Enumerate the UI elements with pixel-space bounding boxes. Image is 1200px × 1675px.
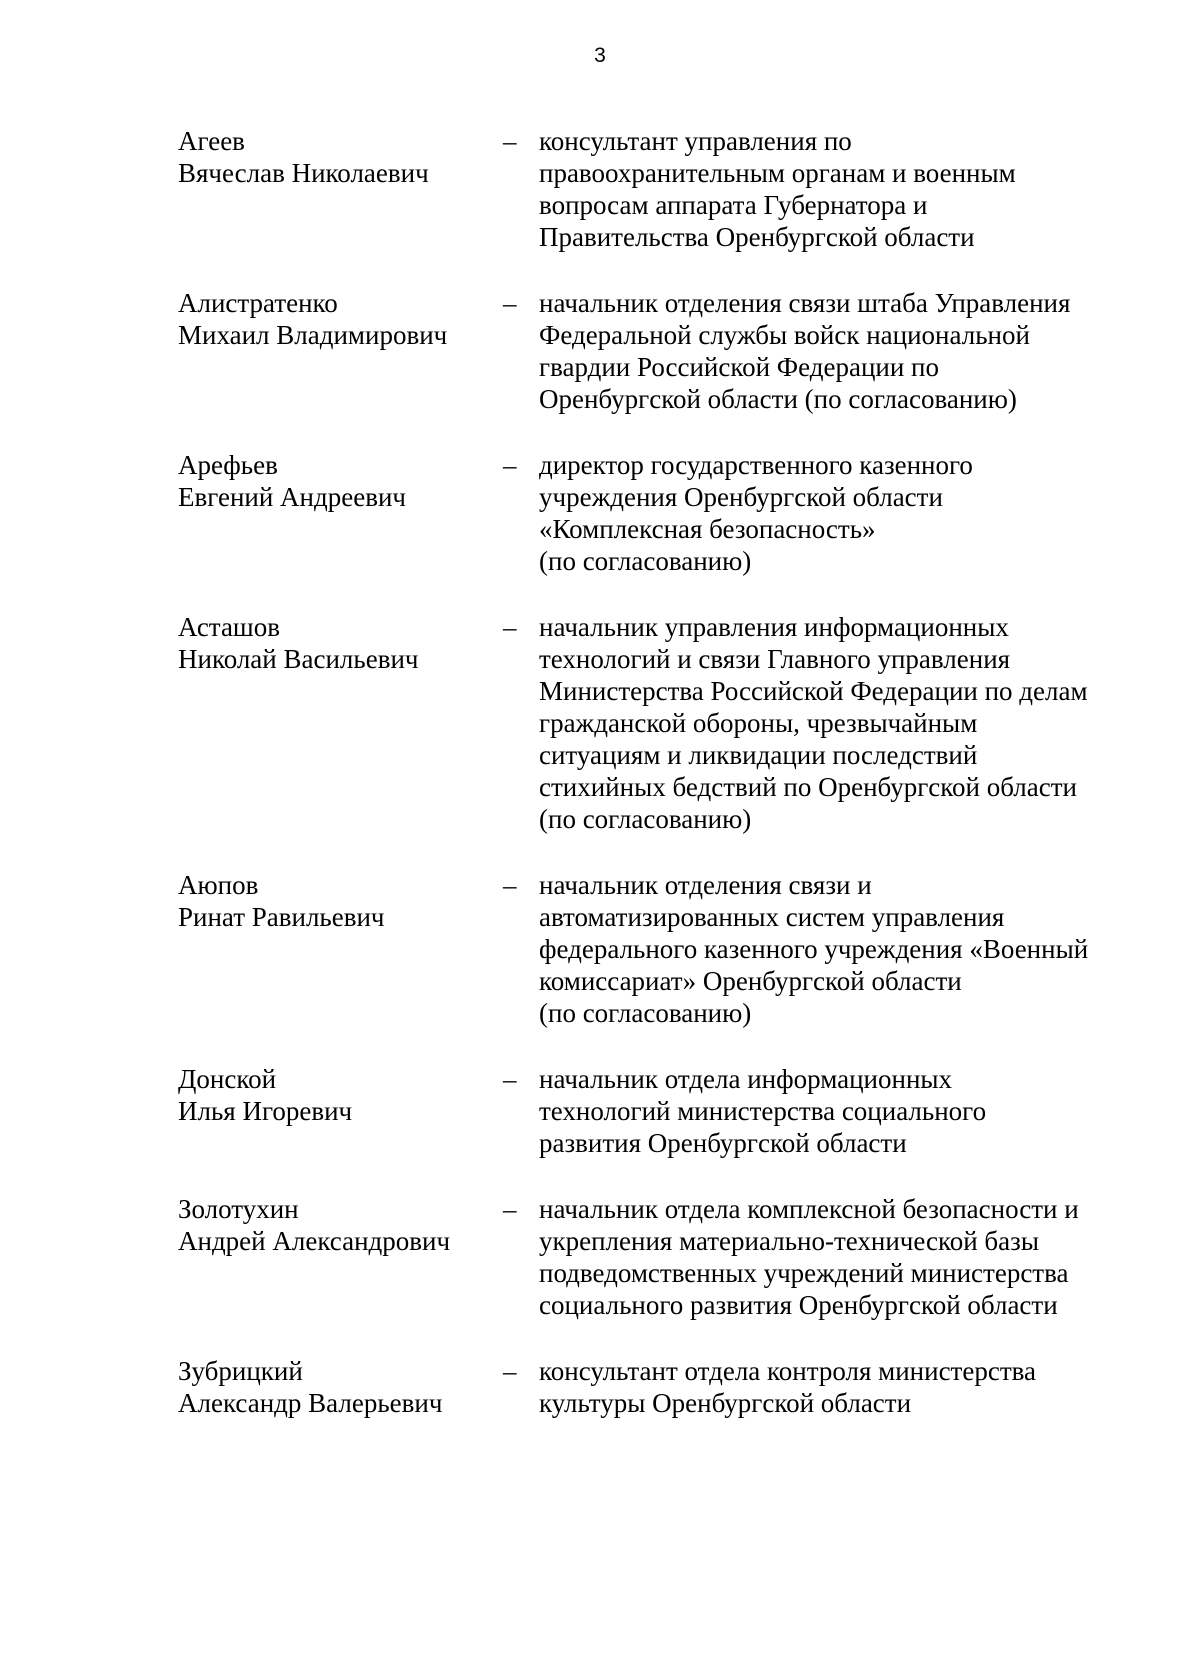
position-line: (по согласованию) [539, 998, 752, 1028]
member-position [539, 1193, 1114, 1321]
position-line: культуры Оренбургской области [539, 1388, 912, 1418]
list-item [178, 287, 1138, 415]
member-name [178, 1063, 503, 1127]
member-position [539, 869, 1114, 1029]
position-line: начальник отделения связи и [539, 870, 872, 900]
list-item [178, 869, 1138, 1029]
member-surname: Золотухин [178, 1194, 299, 1224]
member-surname: Асташов [178, 612, 280, 642]
member-name [178, 449, 503, 513]
dash-separator: – [503, 612, 517, 642]
page-number: 3 [594, 44, 606, 67]
position-line: директор государственного казенного [539, 450, 973, 480]
dash-separator: – [503, 870, 517, 900]
member-name [178, 125, 503, 189]
position-line: (по согласованию) [539, 804, 752, 834]
member-surname: Донской [178, 1064, 277, 1094]
member-name [178, 1193, 503, 1257]
position-line: начальник отдела комплексной безопасности и [539, 1194, 1079, 1224]
list-item [178, 611, 1138, 835]
position-line: консультант отдела контроля министерства [539, 1356, 1036, 1386]
member-name [178, 869, 503, 933]
position-line: ситуациям и ликвидации последствий [539, 740, 978, 770]
position-line: гражданской обороны, чрезвычайным [539, 708, 978, 738]
position-line: развития Оренбургской области [539, 1128, 907, 1158]
position-line: автоматизированных систем управления [539, 902, 1005, 932]
member-given-names: Ринат Равильевич [178, 902, 385, 932]
dash-separator: – [503, 1194, 517, 1224]
member-surname: Алистратенко [178, 288, 338, 318]
position-line: вопросам аппарата Губернатора и [539, 190, 928, 220]
list-item [178, 1193, 1138, 1321]
position-line: Правительства Оренбургской области [539, 222, 975, 252]
list-item [178, 1355, 1138, 1419]
position-line: технологий министерства социального [539, 1096, 987, 1126]
position-line: комиссариат» Оренбургской области [539, 966, 962, 996]
dash-separator: – [503, 450, 517, 480]
member-surname: Арефьев [178, 450, 278, 480]
member-position [539, 1355, 1114, 1419]
member-given-names: Николай Васильевич [178, 644, 419, 674]
position-line: федерального казенного учреждения «Военный [539, 934, 1089, 964]
list-item [178, 449, 1138, 577]
position-line: укрепления материально-технической базы [539, 1226, 1039, 1256]
member-surname: Аюпов [178, 870, 259, 900]
dash-separator: – [503, 288, 517, 318]
position-line: «Комплексная безопасность» [539, 514, 876, 544]
position-line: начальник отделения связи штаба Управления [539, 288, 1071, 318]
member-name [178, 611, 503, 675]
position-line: Оренбургской области (по согласованию) [539, 384, 1017, 414]
position-line: стихийных бедствий по Оренбургской области [539, 772, 1077, 802]
member-position [539, 287, 1114, 415]
member-position [539, 449, 1114, 577]
position-line: Федеральной службы войск национальной [539, 320, 1030, 350]
member-list [178, 125, 1138, 1419]
list-item [178, 125, 1138, 253]
position-line: учреждения Оренбургской области [539, 482, 943, 512]
dash-separator: – [503, 126, 517, 156]
member-surname: Зубрицкий [178, 1356, 303, 1386]
position-line: начальник управления информационных [539, 612, 1009, 642]
member-given-names: Вячеслав Николаевич [178, 158, 429, 188]
member-name [178, 287, 503, 351]
dash-separator: – [503, 1356, 517, 1386]
position-line: Министерства Российской Федерации по делам [539, 676, 1088, 706]
position-line: правоохранительным органам и военным [539, 158, 1016, 188]
position-line: технологий и связи Главного управления [539, 644, 1011, 674]
position-line: консультант управления по [539, 126, 852, 156]
list-item [178, 1063, 1138, 1159]
position-line: гвардии Российской Федерации по [539, 352, 940, 382]
member-given-names: Александр Валерьевич [178, 1388, 443, 1418]
member-given-names: Михаил Владимирович [178, 320, 448, 350]
member-position [539, 1063, 1114, 1159]
position-line: подведомственных учреждений министерства [539, 1258, 1069, 1288]
member-given-names: Андрей Александрович [178, 1226, 451, 1256]
member-given-names: Илья Игоревич [178, 1096, 353, 1126]
position-line: начальник отдела информационных [539, 1064, 953, 1094]
member-surname: Агеев [178, 126, 245, 156]
member-name [178, 1355, 503, 1419]
member-given-names: Евгений Андреевич [178, 482, 406, 512]
position-line: (по согласованию) [539, 546, 752, 576]
member-position [539, 611, 1114, 835]
position-line: социального развития Оренбургской области [539, 1290, 1058, 1320]
dash-separator: – [503, 1064, 517, 1094]
member-position [539, 125, 1114, 253]
